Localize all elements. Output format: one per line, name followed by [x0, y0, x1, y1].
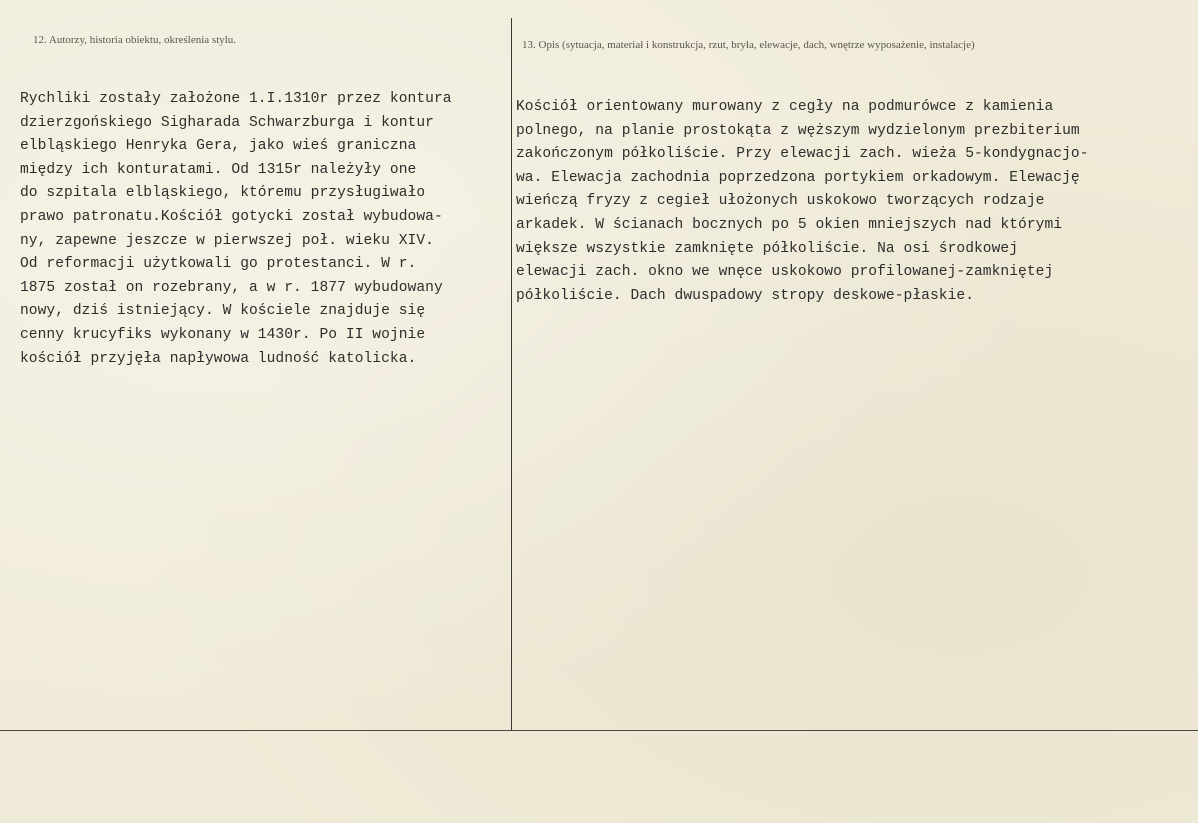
description-line: Kościół orientowany murowany z cegły na podmurówce z kamienia: [516, 99, 1054, 115]
history-line: elbląskiego Henryka Gera, jako wieś graniczna: [20, 138, 417, 155]
description-text: [516, 96, 1089, 308]
history-line: Od reformacji użytkowali go protestanci. W r.: [20, 256, 417, 273]
column-divider: [511, 18, 512, 730]
history-line: dzierzgońskiego Sigharada Schwarzburga i kontur: [20, 114, 434, 131]
history-line: do szpitala elbląskiego, któremu przysługiwało: [20, 185, 426, 202]
description-line: półkoliście. Dach dwuspadowy stropy deskowe-płaskie.: [516, 287, 974, 304]
history-line: między ich konturatami. Od 1315r należyły one: [20, 161, 417, 178]
description-line: zakończonym półkoliście. Przy elewacji zach. wieża 5-kondygnacjo-: [516, 146, 1089, 163]
section-12-heading: 12. Autorzy, historia obiektu, określenia stylu.: [33, 34, 237, 46]
section-13-heading: 13. Opis (sytuacja, materiał i konstrukcja, rzut, bryła, elewacje, dach, wnętrze wyposażenie, instalacje): [522, 39, 975, 51]
description-line: wa. Elewacja zachodnia poprzedzona portykiem orkadowym. Elewację: [516, 169, 1080, 186]
description-line: elewacji zach. okno we wnęce uskokowo profilowanej-zamkniętej: [516, 264, 1054, 281]
history-line: prawo patronatu.Kościół gotycki został wybudowa-: [20, 208, 443, 225]
bottom-rule: [0, 730, 1198, 731]
history-line: ny, zapewne jeszcze w pierwszej poł. wieku XIV.: [20, 232, 434, 249]
history-line: 1875 został on rozebrany, a w r. 1877 wybudowany: [20, 279, 443, 296]
description-line: polnego, na planie prostokąta z węższym wydzielonym prezbiterium: [516, 122, 1080, 139]
description-line: większe wszystkie zamknięte półkoliście. Na osi środkowej: [516, 240, 1019, 257]
description-line: wieńczą fryzy z cegieł ułożonych uskokowo tworzących rodzaje: [516, 193, 1045, 210]
history-line: cenny krucyfiks wykonany w 1430r. Po II wojnie: [20, 326, 426, 343]
description-line: arkadek. W ścianach bocznych po 5 okien mniejszych nad którymi: [516, 216, 1063, 233]
history-line: kościół przyjęła napływowa ludność katolicka.: [20, 350, 417, 367]
history-text: [20, 88, 452, 371]
history-line: Rychliki zostały założone 1.I.1310r przez kontura: [20, 91, 452, 107]
history-line: nowy, dziś istniejący. W kościele znajduje się: [20, 303, 426, 320]
